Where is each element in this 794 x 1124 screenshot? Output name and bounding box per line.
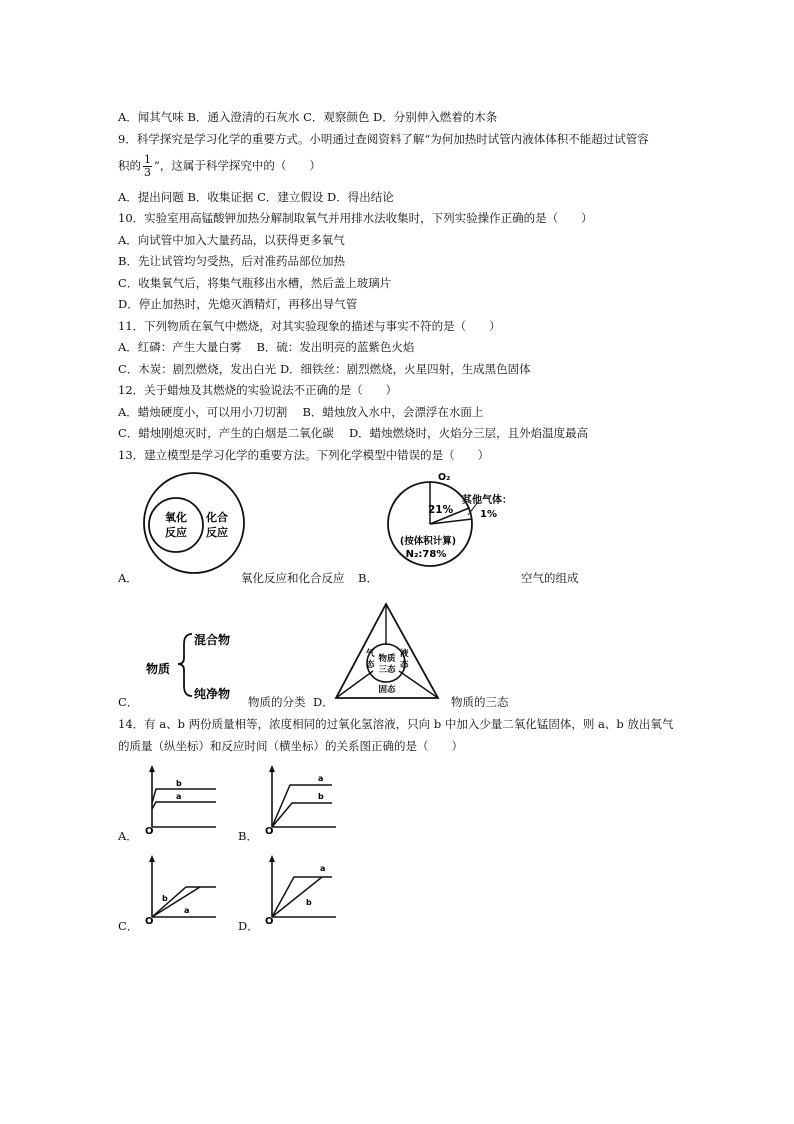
q14-stem-line2: 的质量（纵坐标）和反应时间（横坐标）的关系图正确的是（ ）	[118, 739, 463, 753]
fig-b-other: 其他气体：	[462, 495, 512, 506]
q9-stem-pre: 积的	[118, 158, 141, 173]
graph-c-label-a: a	[184, 906, 190, 915]
q9-stem-line2	[118, 154, 321, 179]
q14-a-letter: A．	[118, 829, 138, 843]
q9-stem-line1: 9．科学探究是学习化学的重要方式。小明通过查阅资料了解“为何加热时试管内液体体积不能超过试管容	[118, 132, 649, 146]
fig-d-center-line1: 物质	[378, 654, 396, 664]
fig-c-root: 物质	[146, 662, 171, 676]
q10-option-b: B．先让试管均匀受热，后对准药品部位加热	[118, 254, 345, 268]
q11-options-ab: A．红磷：产生大量白雾 B．硫：发出明亮的蓝紫色火焰	[118, 340, 415, 354]
graph-b-label-b: b	[318, 792, 324, 801]
q13-b-letter: B．	[358, 571, 378, 585]
q13-d-caption: 物质的三态	[451, 695, 509, 709]
graph-b-origin: O	[265, 826, 274, 835]
fig-a-outer-line1: 化合	[206, 511, 228, 524]
q12-options-cd: C．蜡烛刚熄灭时，产生的白烟是二氧化碳 D．蜡烛燃烧时，火焰分三层，且外焰温度最高	[118, 426, 589, 440]
q14-graph-d	[260, 853, 340, 925]
q14-c-letter: C．	[118, 919, 139, 933]
q14-stem-line1: 14．有 a、b 两份质量相等，浓度相同的过氧化氢溶液，只向 b 中加入少量二氧化锰固体，则 a、b 放出氧气	[118, 717, 674, 731]
q10-stem: 10．实验室用高锰酸钾加热分解制取氧气并用排水法收集时，下列实验操作正确的是（ ）	[118, 211, 593, 225]
q14-graph-b	[260, 763, 340, 835]
graph-a-origin: O	[145, 826, 154, 835]
fig-a-inner-line2: 反应	[165, 526, 187, 539]
q13-d-letter: D．	[313, 695, 334, 709]
q9-frac-den: 3	[144, 166, 151, 179]
fig-d-liquid-line1: 液	[400, 649, 409, 659]
fig-c-branch1: 混合物	[194, 633, 231, 647]
q9-options: A．提出问题 B．收集证据 C．建立假设 D．得出结论	[118, 190, 394, 204]
q13-c-caption: 物质的分类	[248, 695, 306, 709]
fig-b-note: (按体积计算)	[399, 536, 457, 547]
fig-d-center-line2: 三态	[378, 665, 396, 675]
q10-option-a: A．向试管中加入大量药品，以获得更多氧气	[118, 233, 345, 247]
fig-a-outer-line2: 反应	[206, 526, 228, 539]
q8-options: A．闻其气味 B．通入澄清的石灰水 C．观察颜色 D．分别伸入燃着的木条	[118, 110, 498, 124]
fig-d-solid: 固态	[378, 685, 396, 695]
q11-stem: 11．下列物质在氧气中燃烧，对其实验现象的描述与事实不符的是（ ）	[118, 319, 501, 333]
fig-b-o2: O₂	[438, 472, 451, 483]
q13-a-letter: A．	[118, 571, 138, 585]
graph-a-label-a: a	[176, 792, 182, 801]
q14-d-letter: D．	[238, 919, 259, 933]
q13-a-caption: 氧化反应和化合反应	[241, 571, 345, 585]
graph-d-origin: O	[265, 916, 274, 925]
q13-c-letter: C．	[118, 695, 139, 709]
q9-fraction	[143, 154, 152, 179]
q13-figure-a-circles	[138, 470, 250, 576]
q13-stem: 13．建立模型是学习化学的重要方法。下列化学模型中错误的是（ ）	[118, 448, 490, 462]
graph-c-origin: O	[145, 916, 154, 925]
fig-d-gas-line2: 态	[366, 660, 375, 670]
fig-a-inner-line1: 氧化	[165, 511, 187, 524]
fig-b-other-pct: 1%	[480, 509, 497, 520]
graph-c-label-b: b	[162, 894, 168, 903]
graph-a-label-b: b	[176, 779, 182, 788]
fig-d-liquid-line2: 态	[400, 660, 409, 670]
fig-c-branch2: 纯净物	[194, 687, 231, 701]
q14-b-letter: B．	[238, 829, 258, 843]
q13-figure-b-pie	[378, 470, 528, 570]
q12-options-ab: A．蜡烛硬度小，可以用小刀切割 B．蜡烛放入水中，会漂浮在水面上	[118, 405, 484, 419]
graph-d-label-a: a	[320, 864, 326, 873]
q11-options-cd: C．木炭：剧烈燃烧，发出白光 D．细铁丝：剧烈燃烧，火星四射，生成黑色固体	[118, 362, 531, 376]
q13-figure-d-triangle	[330, 600, 450, 704]
fig-d-gas-line1: 气	[366, 649, 375, 659]
q13-figure-c-classification	[140, 626, 250, 704]
q9-frac-num: 1	[144, 153, 151, 166]
fig-b-n2: N₂:78%	[405, 549, 447, 560]
q14-graph-a	[140, 763, 220, 835]
fig-b-o2-pct: 21%	[428, 504, 454, 516]
q10-option-c: C．收集氧气后，将集气瓶移出水槽，然后盖上玻璃片	[118, 276, 392, 290]
q14-graph-c	[140, 853, 220, 925]
q10-option-d: D．停止加热时，先熄灭酒精灯，再移出导气管	[118, 297, 358, 311]
graph-b-label-a: a	[318, 774, 324, 783]
q13-b-caption: 空气的组成	[521, 571, 579, 585]
q12-stem: 12．关于蜡烛及其燃烧的实验说法不正确的是（ ）	[118, 383, 398, 397]
graph-d-label-b: b	[306, 898, 312, 907]
q9-stem-post: ”，这属于科学探究中的（ ）	[154, 158, 321, 173]
